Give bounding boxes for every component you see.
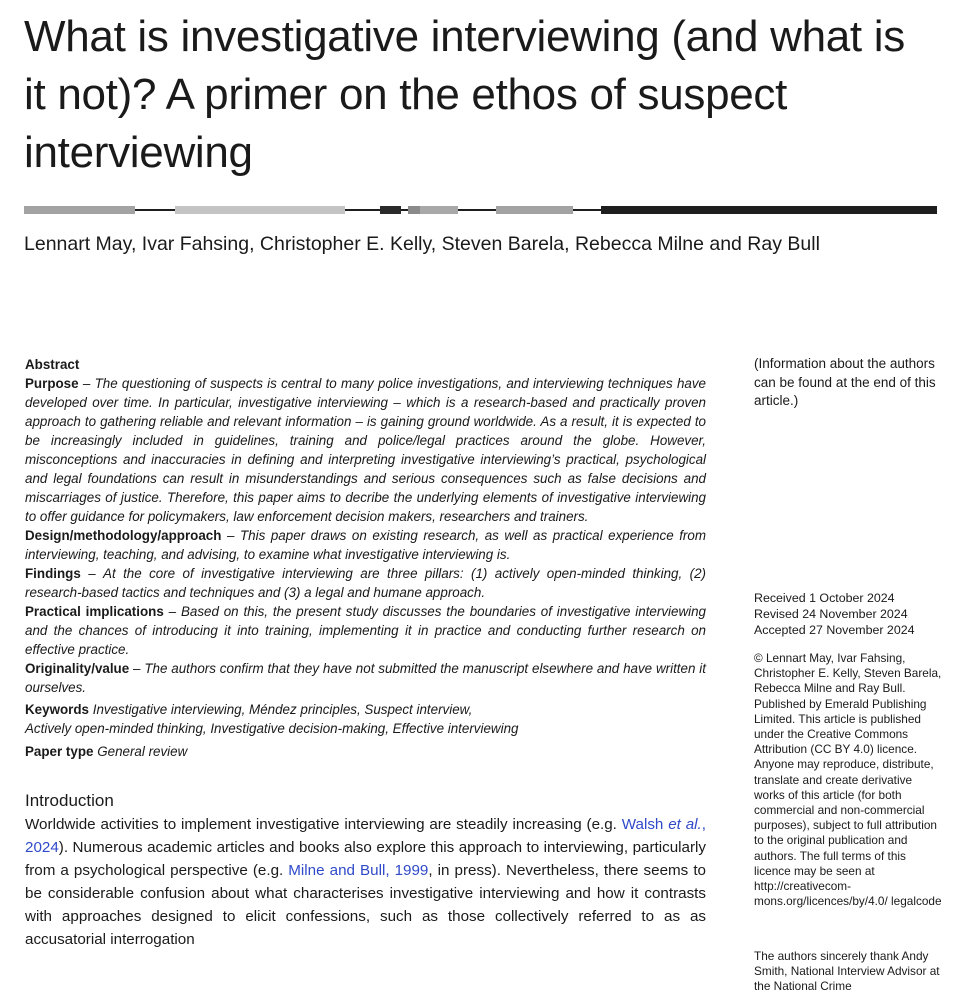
- originality-label: Originality/value: [25, 661, 130, 676]
- revised-date: Revised 24 November 2024: [754, 607, 908, 621]
- abstract-purpose: [25, 374, 706, 526]
- rule-segment: [573, 209, 601, 211]
- article-dates: [754, 590, 915, 638]
- practical-text: Based on this, the present study discusses the boundaries of investigative interviewing and the chances of introducing it into training, implementing it in practice and conducting further research on effective practice.: [25, 604, 706, 657]
- abstract-originality: [25, 659, 706, 697]
- rule-segment: [175, 206, 345, 214]
- acknowledgement: The authors sincerely thank Andy Smith, National Interview Advisor at the National Crime: [754, 949, 940, 994]
- introduction-heading: Introduction: [25, 791, 114, 810]
- rule-segment: [408, 206, 420, 214]
- separator: –: [82, 376, 91, 391]
- rule-segment: [135, 209, 175, 211]
- purpose-text: The questioning of suspects is central to many police investigations, and interviewing techniques have developed over time. In particular, investigative interviewing – which is a research-based and practically proven approach to gathering reliable and relevant information – is gaining ground worldwide. As a result, it is expected to be increasingly included in guidelines, training and police/legal practices around the globe. However, misconceptions and inaccuracies in defining and interpreting investigative interviewing’s practical, psychological and legal foundations can result in misunderstandings and serious consequences such as false decisions and miscarriages of justice. Therefore, this paper aims to decribe the underlying elements of investigative interviewing to offer guidance for policymakers, law enforcement decision makers, researchers and trainers.: [25, 376, 706, 524]
- citation-link-milne-bull[interactable]: Milne and Bull, 1999: [288, 862, 429, 879]
- separator: –: [226, 528, 235, 543]
- paper-type-label: Paper type: [25, 744, 94, 759]
- rule-segment: [601, 206, 937, 214]
- findings-text: At the core of investigative interviewing are three pillars: (1) actively open-minded thinking, (2) research-based tactics and techniques and (3) a legal and humane approach.: [25, 566, 706, 600]
- intro-text: , in press). Nevertheless, there seems to be considerable confusion about what characterises investigative interviewing and how it contrasts with approaches designed to elicit confessions, such as those collectively referred to as as accusatorial interrogation: [25, 862, 706, 948]
- separator: –: [168, 604, 177, 619]
- findings-label: Findings: [25, 566, 81, 581]
- abstract-design: [25, 526, 706, 564]
- article-title: What is investigative interviewing (and what is it not)? A primer on the ethos of suspect interviewing: [24, 12, 905, 177]
- paper-type: [25, 742, 706, 761]
- author-list: Lennart May, Ivar Fahsing, Christopher E. Kelly, Steven Barela, Rebecca Milne and Ray Bull: [24, 233, 820, 255]
- design-label: Design/methodology/approach: [25, 528, 222, 543]
- keywords: [25, 700, 706, 738]
- received-date: Received 1 October 2024: [754, 591, 895, 605]
- rule-segment: [420, 206, 458, 214]
- purpose-label: Purpose: [25, 376, 79, 391]
- rule-segment: [345, 209, 380, 211]
- main-column: [25, 355, 706, 951]
- rule-segment: [380, 206, 401, 214]
- separator: –: [88, 566, 96, 581]
- originality-text: The authors confirm that they have not submitted the manuscript elsewhere and have written it ourselves.: [25, 661, 706, 695]
- rule-segment: [24, 206, 135, 214]
- intro-text: Worldwide activities to implement investigative interviewing are steadily increasing (e.g.: [25, 816, 622, 833]
- abstract-findings: [25, 564, 706, 602]
- intro-text: ). Numerous academic articles and books also explore this approach to interviewing, particularly from a psychological perspective (e.g.: [25, 839, 706, 879]
- licence-notice: © Lennart May, Ivar Fahsing, Christopher E. Kelly, Steven Barela, Rebecca Milne and Ray Bull. Published by Emerald Publishing Limited. This article is published under the Creative Commons Attribution (CC BY 4.0) licence. Anyone may reproduce, distribute, translate and create derivative works of this article (for both commercial and non-commercial purposes), subject to full attribution to the original publication and authors. The full terms of this licence may be seen at http://creativecom-mons.org/licences/by/4.0/ legalcode: [754, 651, 942, 909]
- abstract-heading: Abstract: [25, 357, 80, 372]
- rule-segment: [401, 209, 408, 211]
- sidebar: [754, 355, 940, 411]
- rule-segment: [458, 209, 496, 211]
- keywords-line2: Actively open-minded thinking, Investigative decision-making, Effective interviewing: [25, 721, 519, 736]
- abstract-practical: [25, 602, 706, 659]
- accepted-date: Accepted 27 November 2024: [754, 623, 915, 637]
- decorative-rule: [24, 204, 937, 216]
- keywords-line1: Investigative interviewing, Méndez principles, Suspect interview,: [92, 702, 473, 717]
- practical-label: Practical implications: [25, 604, 164, 619]
- introduction-paragraph: [25, 813, 706, 951]
- keywords-label: Keywords: [25, 702, 89, 717]
- citation-link-walsh[interactable]: Walsh et al., 2024: [25, 816, 706, 856]
- paper-type-value: General review: [97, 744, 188, 759]
- design-text: This paper draws on existing research, as well as practical experience from interviewing, teaching, and advising, to examine what investigative interviewing is.: [25, 528, 706, 562]
- rule-segment: [496, 206, 573, 214]
- author-info-note: (Information about the authors can be found at the end of this article.): [754, 356, 936, 408]
- separator: –: [133, 661, 141, 676]
